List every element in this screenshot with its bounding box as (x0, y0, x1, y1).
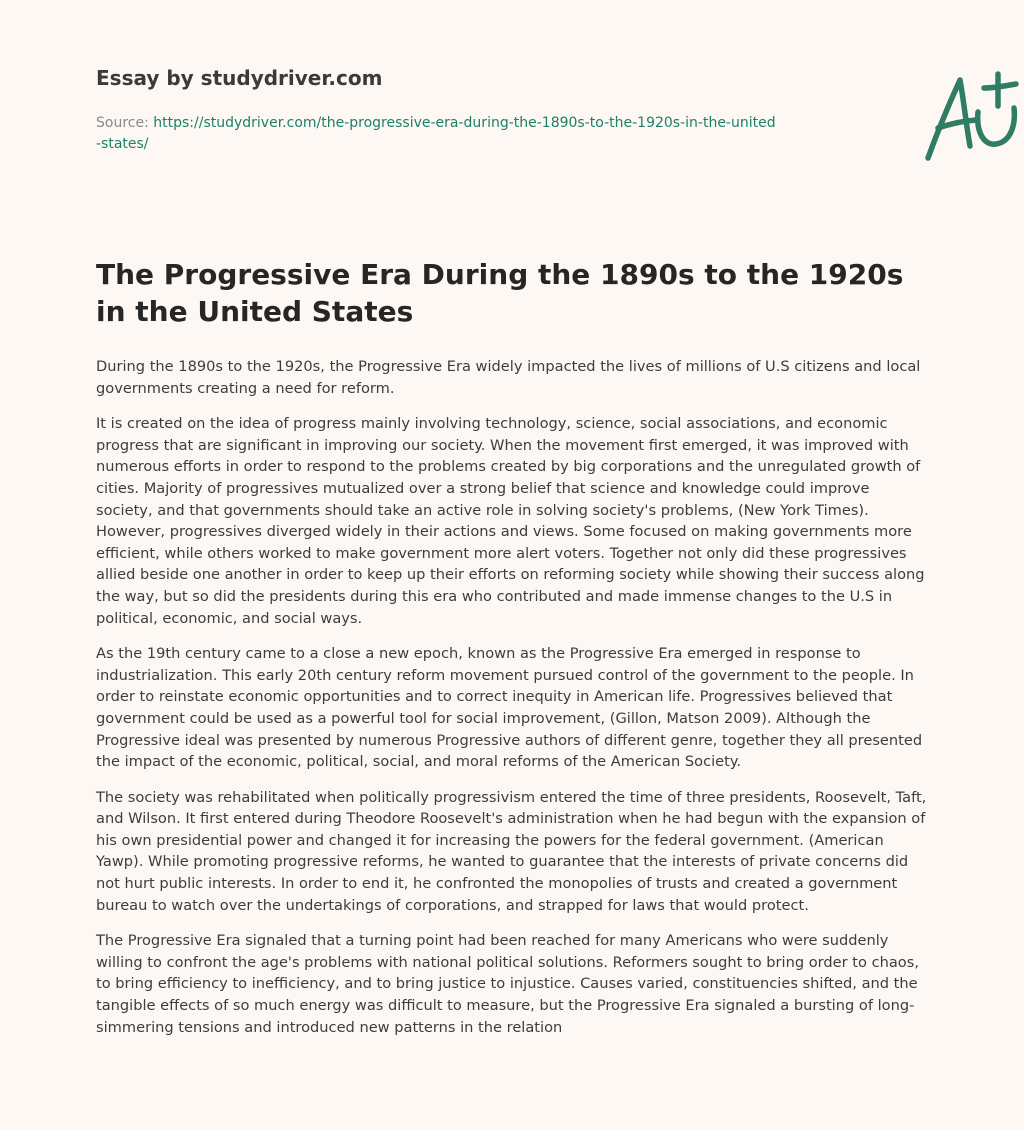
brand-title: Essay by studydriver.com (96, 66, 383, 90)
essay-paragraph: During the 1890s to the 1920s, the Progressive Era widely impacted the lives of millions of U.S citizens and local governments creating a need for reform. (96, 358, 921, 397)
essay-body (96, 356, 930, 1052)
essay-paragraph: The Progressive Era signaled that a turning point had been reached for many Americans who were suddenly willing to confront the age's problems with national political solutions. Reformers sought to bring order to chaos, to bring efficiency to inefficiency, and to bring justice to injustice. Causes varied, constituencies shifted, and the tangible effects of so much energy was difficult to measure, but the Progressive Era signaled a bursting of long-simmering tensions and introduced new patterns in the relation (96, 932, 919, 1036)
essay-paragraph: As the 19th century came to a close a new epoch, known as the Progressive Era emerged in response to industrialization. This early 20th century reform movement pursued control of the government to the people. In order to reinstate economic opportunities and to correct inequity in American life. Progressives believed that government could be used as a powerful tool for social improvement, (Gillon, Matson 2009). Although the Progressive ideal was presented by numerous Progressive authors of different genre, together they all presented the impact of the economic, political, social, and moral reforms of the American Society. (96, 645, 923, 771)
a-plus-logo-icon (914, 66, 1024, 166)
source-link[interactable]: https://studydriver.com/the-progressive-era-during-the-1890s-to-the-1920s-in-the-united-states/ (96, 115, 776, 152)
essay-title: The Progressive Era During the 1890s to the 1920s in the United States (96, 258, 904, 328)
source-line (96, 113, 776, 155)
source-label: Source: (96, 115, 154, 131)
essay-paragraph: It is created on the idea of progress mainly involving technology, science, social associations, and economic progress that are significant in improving our society. When the movement first emerged, it was improved with numerous efforts in order to respond to the problems created by big corporations and the unregulated growth of cities. Majority of progressives mutualized over a strong belief that science and knowledge could improve society, and that governments should take an active role in solving society's problems, (New York Times). However, progressives diverged widely in their actions and views. Some focused on making governments more efficient, while others worked to make government more alert voters. Together not only did these progressives allied beside one another in order to keep up their efforts on reforming society while showing their success along the way, but so did the presidents during this era who contributed and made immense changes to the U.S in political, economic, and social ways. (96, 415, 925, 627)
essay-paragraph: The society was rehabilitated when politically progressivism entered the time of three presidents, Roosevelt, Taft, and Wilson. It first entered during Theodore Roosevelt's administration when he had begun with the expansion of his own presidential power and changed it for increasing the powers for the federal government. (American Yawp). While promoting progressive reforms, he wanted to guarantee that the interests of private concerns did not hurt public interests. In order to end it, he confronted the monopolies of trusts and created a government bureau to watch over the undertakings of corporations, and strapped for laws that would protect. (96, 788, 927, 914)
